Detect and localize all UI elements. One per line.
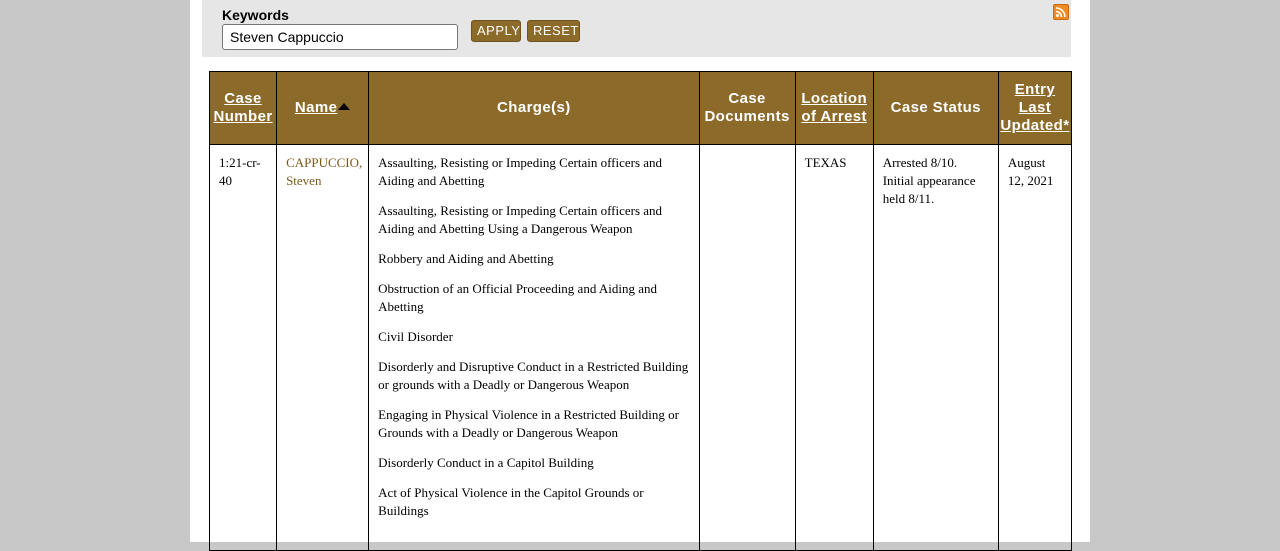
defendant-name-link[interactable]: CAPPUCCIO, Steven — [286, 155, 363, 188]
case-number: 1:21-cr-40 — [219, 155, 261, 188]
charge-item: Disorderly and Disruptive Conduct in a Restricted Building or grounds with a Deadly or Dangerous Weapon — [378, 359, 689, 392]
sort-name-link[interactable]: Name — [294, 99, 338, 116]
table-row — [210, 145, 1072, 551]
entry-last-updated: August 12, 2021 — [1007, 155, 1054, 188]
header-charges — [369, 72, 699, 145]
cases-table — [209, 71, 1072, 551]
charge-item: Robbery and Aiding and Abetting — [378, 251, 554, 266]
case-documents-header-label: Case Documents — [704, 90, 790, 125]
apply-button[interactable]: APPLY — [471, 20, 521, 42]
charge-item: Civil Disorder — [378, 329, 453, 344]
case-status: Arrested 8/10. Initial appearance held 8/11. — [882, 155, 976, 206]
charges-cell — [369, 145, 699, 551]
sort-case-number-link[interactable]: Case Number — [213, 90, 273, 125]
entry-last-updated-cell — [998, 145, 1071, 551]
header-case-number[interactable] — [210, 72, 277, 145]
charge-item: Engaging in Physical Violence in a Restricted Building or Grounds with a Deadly or Dangerous Weapon — [378, 407, 679, 440]
header-name[interactable] — [277, 72, 369, 145]
page-content — [190, 0, 1090, 542]
keywords-input[interactable] — [222, 24, 458, 50]
rss-feed-icon[interactable] — [1053, 4, 1069, 20]
charge-item: Act of Physical Violence in the Capitol Grounds or Buildings — [378, 485, 644, 518]
sort-last-updated-link[interactable]: Entry Last Updated* — [1000, 81, 1070, 134]
location-of-arrest-cell — [795, 145, 873, 551]
header-entry-last-updated[interactable] — [998, 72, 1071, 145]
charges-header-label: Charge(s) — [497, 99, 571, 116]
charge-item: Assaulting, Resisting or Impeding Certain officers and Aiding and Abetting Using a Dangerous Weapon — [378, 203, 663, 236]
charge-item: Obstruction of an Official Proceeding and Aiding and Abetting — [378, 281, 657, 314]
keywords-label: Keywords — [222, 7, 289, 23]
charge-item: Assaulting, Resisting or Impeding Certain officers and Aiding and Abetting — [378, 155, 663, 188]
name-cell — [277, 145, 369, 551]
sort-location-link[interactable]: Location of Arrest — [801, 90, 868, 125]
case-number-cell — [210, 145, 277, 551]
table-header-row — [210, 72, 1072, 145]
filter-bar — [202, 0, 1071, 57]
case-status-header-label: Case Status — [890, 99, 981, 116]
sort-ascending-icon — [338, 103, 350, 110]
header-case-status — [873, 72, 998, 145]
header-case-documents — [699, 72, 795, 145]
location-of-arrest: TEXAS — [804, 155, 847, 170]
case-documents-cell — [699, 145, 795, 551]
case-status-cell — [873, 145, 998, 551]
charge-item: Disorderly Conduct in a Capitol Building — [378, 455, 594, 470]
reset-button[interactable]: RESET — [527, 20, 580, 42]
header-location-of-arrest[interactable] — [795, 72, 873, 145]
